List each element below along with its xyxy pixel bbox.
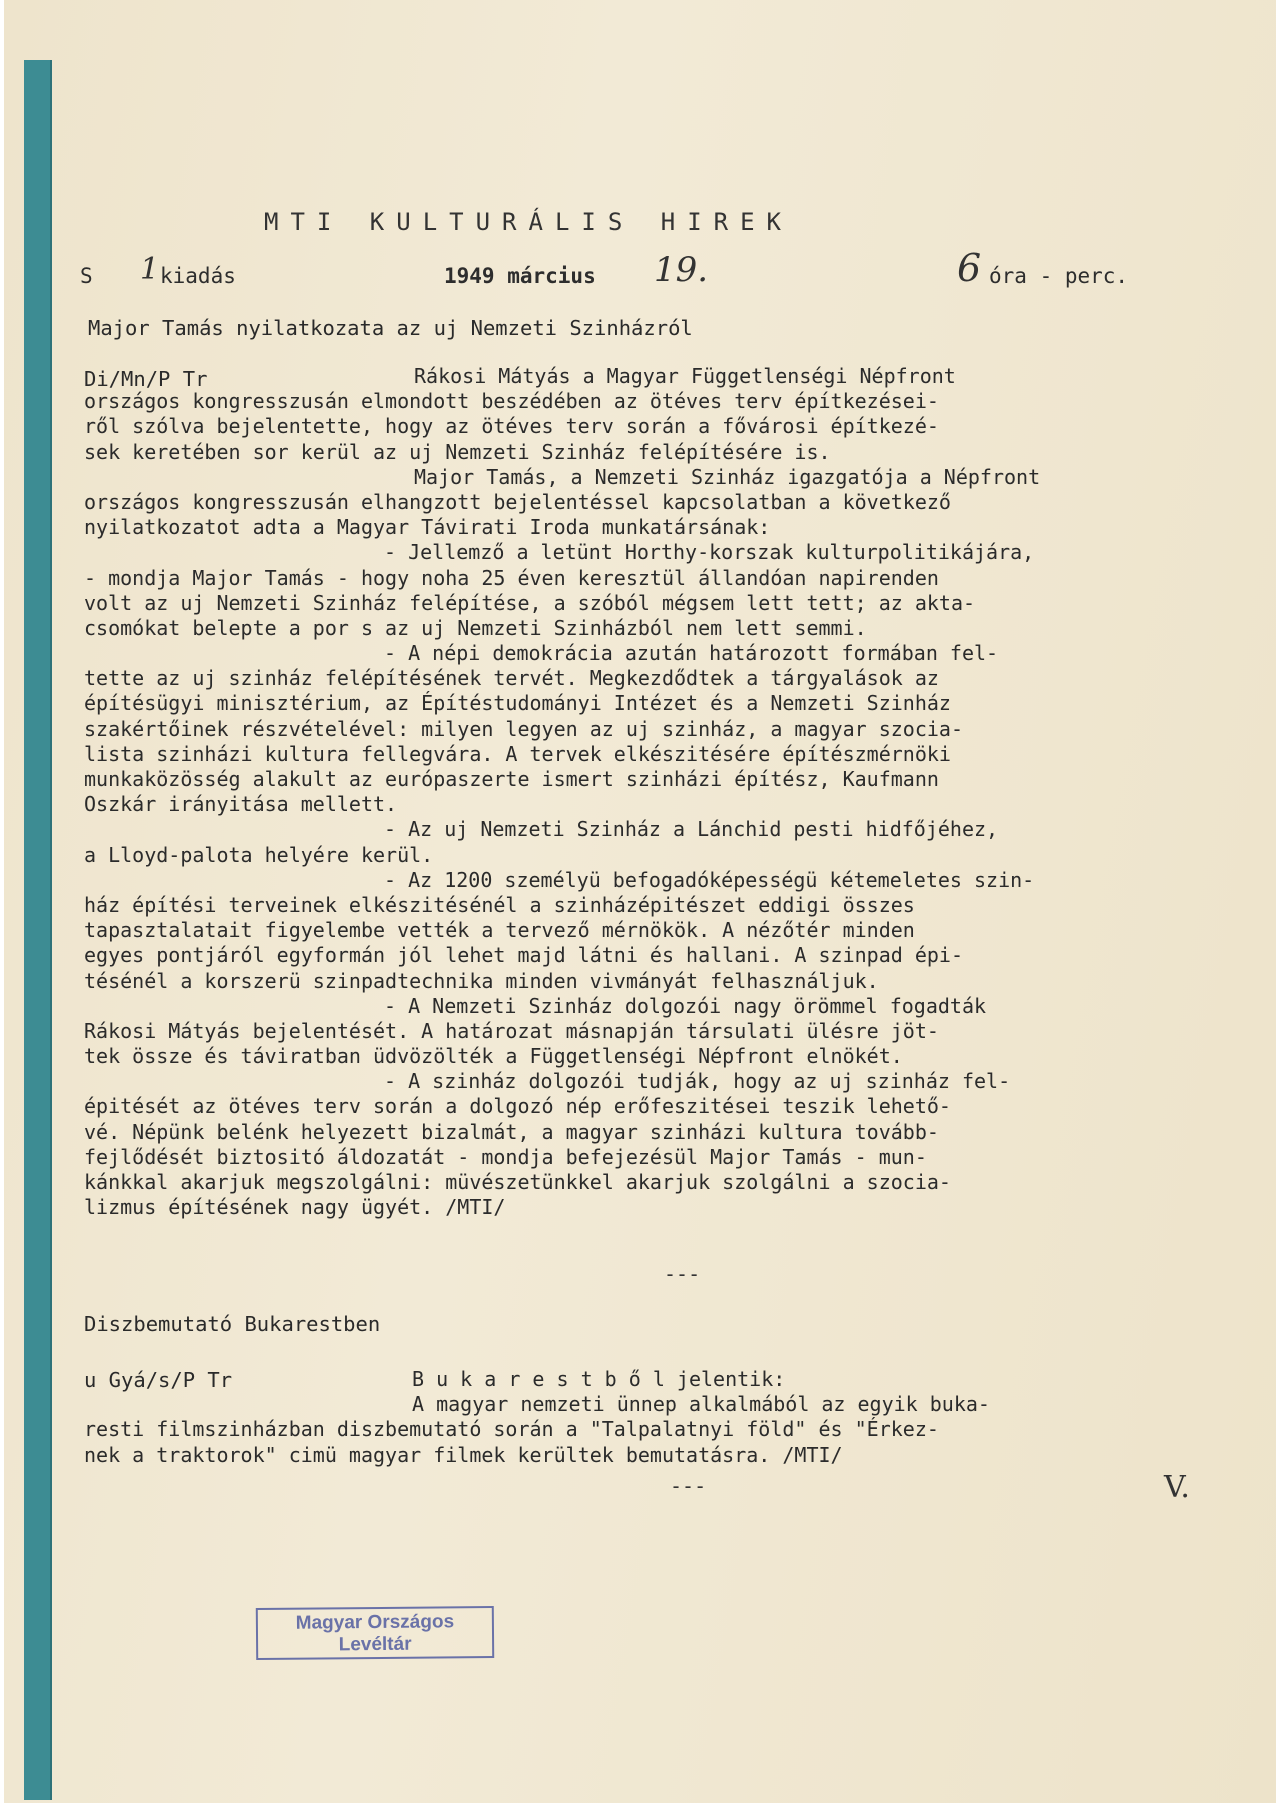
body-line: volt az uj Nemzeti Szinház felépítése, a szóból mégsem lett tett; az akta-	[84, 590, 976, 615]
series-letter: S	[80, 264, 93, 288]
article-body	[84, 364, 1234, 1220]
hour-handwritten: 6	[957, 246, 982, 290]
document-page	[4, 0, 1276, 1803]
body-line: munkaközösség alakult az európaszerte ismert szinházi építész, Kaufmann	[84, 767, 939, 791]
binding-strip	[24, 60, 52, 1800]
body-line: tek össze és táviratban üdvözölték a Függetlenségi Népfront elnökét.	[84, 1044, 903, 1069]
body-line: - Az uj Nemzeti Szinház a Lánchid pesti hidfőjéhez,	[384, 817, 999, 842]
body-line: - A szinház dolgozói tudják, hogy az uj szinház fel-	[384, 1069, 1011, 1094]
body-line: épitését az ötéves terv során a dolgozó nép erőfeszitései teszik lehető-	[84, 1094, 951, 1119]
article-code: Di/Mn/P Tr	[84, 367, 208, 391]
body-line: - A népi demokrácia azután határozott formában fel-	[384, 641, 999, 666]
body-line: Rákosi Mátyás bejelentését. A határozat másnapján társulati ülésre jöt-	[84, 1018, 939, 1043]
body-line: ház építési terveinek elkészitésénél a szinházépitészet eddigi összes	[84, 892, 915, 917]
body-line: tésénél a korszerü szinpadtechnika minden vivmányát felhasználjuk.	[84, 968, 879, 993]
body-line: - Jellemző a letünt Horthy-korszak kulturpolitikájára,	[384, 540, 1035, 565]
archive-stamp	[256, 1606, 494, 1660]
edition-label: kiadás	[160, 264, 236, 288]
body-line: resti filmszinházban diszbemutató során a "Talpalatnyi föld" és "Érkez-	[84, 1417, 939, 1442]
body-line: nek a traktorok" cimü magyar filmek kerültek bemutatásra. /MTI/	[84, 1442, 843, 1467]
article-headline: Major Tamás nyilatkozata az uj Nemzeti Szinházról	[88, 316, 693, 340]
stamp-line: Magyar Országos	[295, 1611, 455, 1634]
body-line: lista szinházi kultura fellegvára. A tervek elkészitésére építészmérnöki	[84, 741, 951, 766]
article-headline: Diszbemutató Bukarestben	[84, 1312, 381, 1336]
body-line: B u k a r e s t b ő l jelentik:	[412, 1367, 786, 1391]
body-line: Oszkár irányitása mellett.	[84, 792, 398, 817]
body-line: országos kongresszusán elmondott beszédében az ötéves terv építkezései-	[84, 389, 939, 414]
article-body	[84, 1367, 1234, 1468]
body-line: Rákosi Mátyás a Magyar Függetlenségi Népfront	[414, 364, 956, 388]
body-line: országos kongresszusán elhangzott bejelentéssel kapcsolatban a következő	[84, 489, 951, 514]
body-line: kánkkal akarjuk megszolgálni: müvészetünkkel akarjuk szolgálni a szocia-	[84, 1170, 951, 1194]
body-line: tapasztalatait figyelembe vették a tervező mérnökök. A nézőtér minden	[84, 918, 915, 943]
article-code: u Gyá/s/P Tr	[84, 1368, 233, 1392]
article-end-mark: ---	[670, 1474, 707, 1498]
body-line: szakértőinek részvételével: milyen legyen az uj szinház, a magyar szocia-	[84, 716, 963, 741]
body-line: tette az uj szinház felépítésének tervét. Megkezdődtek a tárgyalások az	[84, 666, 939, 691]
body-line: ről szólva bejelentette, hogy az ötéves terv során a fővárosi építkezé-	[84, 414, 939, 439]
body-line: Major Tamás, a Nemzeti Szinház igazgatója a Népfront	[414, 464, 1041, 489]
body-line: építésügyi minisztérium, az Építéstudományi Intézet és a Nemzeti Szinház	[84, 691, 951, 716]
article-end-mark: ---	[664, 1262, 701, 1286]
date-day-handwritten: 19.	[654, 250, 709, 290]
body-line: csomókat belepte a por s az uj Nemzeti Szinházból nem lett semmi.	[84, 615, 867, 640]
body-line: - mondja Major Tamás - hogy noha 25 éven keresztül állandóan napirenden	[84, 565, 939, 590]
body-line: a Lloyd-palota helyére kerül.	[84, 842, 434, 867]
body-line: nyilatkozatot adta a Magyar Távirati Iroda munkatársának:	[84, 515, 771, 540]
bulletin-title: MTI KULTURÁLIS HIREK	[264, 208, 793, 236]
body-line: A magyar nemzeti ünnep alkalmából az egyik buka-	[412, 1392, 990, 1417]
body-line: fejlődését biztositó áldozatát - mondja befejezésül Major Tamás - mun-	[84, 1144, 927, 1169]
time-label: óra - perc.	[989, 264, 1129, 288]
handwritten-initial: V.	[1164, 1470, 1190, 1505]
body-line: - Az 1200 személyü befogadóképességü kétemeletes szin-	[384, 867, 1035, 892]
body-line: lizmus építésének nagy ügyét. /MTI/	[84, 1195, 506, 1220]
body-line: sek keretében sor kerül az uj Nemzeti Szinház felépítésére is.	[84, 439, 831, 464]
body-line: vé. Népünk belénk helyezett bizalmát, a magyar szinházi kultura tovább-	[84, 1119, 939, 1144]
stamp-line: Levéltár	[338, 1633, 412, 1656]
body-line: egyes pontjáról egyformán jól lehet majd látni és hallani. A szinpad épi-	[84, 943, 963, 968]
date-typed: 1949 március	[444, 264, 596, 288]
body-line: - A Nemzeti Szinház dolgozói nagy örömmel fogadták	[384, 993, 987, 1018]
edition-number-handwritten: 1	[140, 252, 160, 287]
